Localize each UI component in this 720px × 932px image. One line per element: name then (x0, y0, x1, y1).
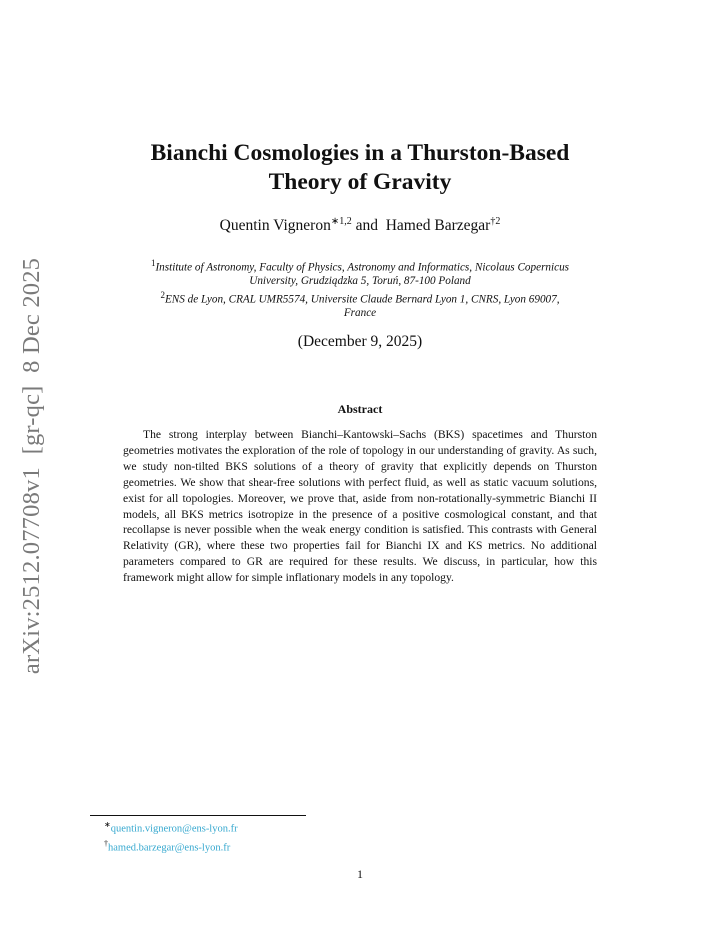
footnote-2-email-link[interactable]: hamed.barzegar@ens-lyon.fr (108, 842, 231, 853)
footnotes (104, 818, 238, 855)
affiliation-2-line-1: ENS de Lyon, CRAL UMR5574, Universite Claude Bernard Lyon 1, CNRS, Lyon 69007, (164, 293, 560, 306)
arxiv-sidebar-text (18, 258, 46, 674)
title-line-2: Theory of Gravity (268, 169, 452, 195)
affiliation-2-line-2: France (343, 306, 377, 319)
footnote-1-email-link[interactable]: quentin.vigneron@ens-lyon.fr (110, 823, 238, 835)
footnote-1-mark: ∗ (104, 820, 111, 829)
author-2-name: Hamed Barzegar (385, 217, 491, 235)
affiliation-1-mark: 1 (150, 258, 156, 268)
affiliation-1 (90, 257, 630, 289)
arxiv-date: 8 Dec 2025 (18, 257, 45, 373)
arxiv-id: arXiv:2512.07708v1 (18, 467, 45, 675)
paper-date: (December 9, 2025) (297, 333, 423, 350)
author-list (110, 216, 610, 235)
arxiv-category: [gr-qc] (18, 385, 45, 455)
footnote-1 (104, 818, 238, 837)
author-1-name: Quentin Vigneron (219, 217, 331, 235)
affiliation-1-line-2: University, Grudziądzka 5, Toruń, 87-100 Poland (249, 275, 471, 288)
abstract-body: The strong interplay between Bianchi–Kantowski–Sachs (BKS) spacetimes and Thurston geometries motivates the exploration of the role of topology in our understanding of gravity. As such, we study non-tilted BKS solutions of a theory of gravity that explicitly depends on Thurston geometries. We show that shear-free solutions with perfect fluid, as well as static vacuum solutions, exist for all topologies. Moreover, we prove that, aside from non-rotationally-symmetric Bianchi II models, all BKS metrics isotropize in the presence of a positive cosmological constant, and that recollapse is never possible when the weak energy condition is satisfied. This contrasts with General Relativity (GR), where these two properties fail for Bianchi IX and KS metrics. No additional parameters compared to GR are required for these results. We discuss, in particular, how this framework might allow for simple inflationary models in any topology. (123, 428, 597, 585)
affiliation-2 (90, 289, 630, 321)
paper-title (110, 139, 610, 197)
footnote-divider (90, 815, 306, 816)
footnote-2 (104, 837, 238, 856)
author-conjunction: and (355, 217, 378, 235)
abstract-heading: Abstract (337, 402, 383, 416)
affiliation-2-mark: 2 (160, 289, 165, 300)
title-line-1: Bianchi Cosmologies in a Thurston-Based (150, 140, 570, 166)
affiliation-1-line-1: Institute of Astronomy, Faculty of Physics, Astronomy and Informatics, Nicolaus Copernicus (155, 261, 570, 274)
affiliations (90, 257, 630, 320)
author-2-marks: †2 (490, 216, 501, 227)
page-number: 1 (357, 867, 363, 881)
author-1-marks: ∗1,2 (330, 216, 352, 227)
footnote-2-mark: † (104, 838, 108, 848)
arxiv-sidebar-stamp (14, 257, 50, 675)
